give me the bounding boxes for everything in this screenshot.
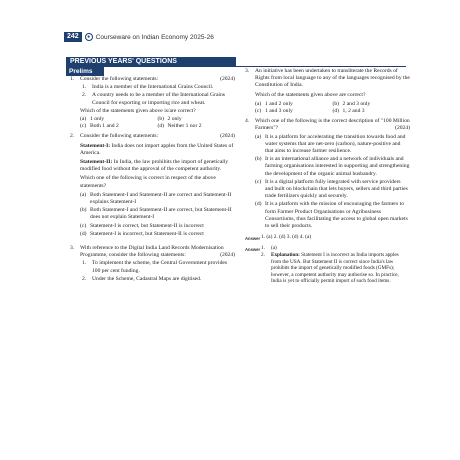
- answer-key: Answer 1. (a) 2. (d) 3. (d) 4. (a): [245, 234, 312, 242]
- page-number: 242: [64, 32, 82, 42]
- option-c: (c) 1 and 3 only: [255, 108, 293, 115]
- option-d: (d) Neither 1 nor 2: [157, 123, 202, 130]
- option-c: (c) It is a digital platform fully integrated with service providers and built on blockchain that lets buyers, sellers and third parties trade fertilizers quickly and securely.: [255, 178, 408, 200]
- option-a: (a) Both Statement-I and Statement-II are correct and Statement-II explains Statement-I: [80, 191, 232, 206]
- page-header: [64, 32, 404, 42]
- question-3-continued: 3. An initiative has been undertaken to transliterate the Records of Rights from local language to any of the languages recognised by the Constitution of India. Which of the statements given above are correct? (a) 1 and 2 only (b) 2 and 3 only (c) 1 and 3 only (d) 1, 2 and 3: [245, 68, 410, 115]
- subsection-label: Prelims: [66, 67, 104, 76]
- option-b: (b) 2 and 3 only: [332, 100, 371, 107]
- option-a: (a) 1 and 2 only: [255, 100, 293, 107]
- option-c: (c) Statement-I is correct, but Statement-II is incorrect: [80, 222, 204, 229]
- option-d: (d) 1, 2 and 3: [332, 108, 365, 115]
- question-3: 3. With reference to the Digital India Land Records Modernisation Programme, consider the following statements: (2024) 1. To implement the scheme, the Central Government provides 100 per cent funding. 2. Under the Scheme, Cadastral Maps are digitised.: [70, 245, 235, 282]
- option-b: (b) Both Statement-I and Statement-II are correct, but Statement-II does not explain Statement-I: [80, 207, 232, 221]
- book-logo-icon: ●: [85, 33, 93, 41]
- option-b: (b) 2 only: [157, 116, 182, 123]
- answer-explanations: Answer 1. (a) 2. Explanation: Statement I is incorrect as India imports apples from the USA. But Statement II is correct since India's law prohibits the import of genetically modified foods (GMFs); however, a competent authority may authorise so. In practice, India is yet to officially permit import of such food items.: [245, 245, 399, 285]
- right-column: [245, 68, 410, 285]
- question-4: 4. Which one of the following is the correct description of "100 Million Farmers"? (2024) (a) It is a platform for accelerating the transition towards food and water systems that are net-zero (carbon), nature-positive and that aims to increase farmer resilience. (b) It is an international alliance and a network of individuals and farming organisations interested in supporting and strengthening the development of the organic animal husbandry. (c) It is a digital platform fully integrated with service providers and built on blockchain that lets buyers, sellers and third parties trade fertilizers quickly and securely. (d) It is a platform with the mission of encouraging the farmers to form Farmer Product Organisations or Agribusiness Consortiums, thus facilitating the access to global open markets to sell their products.: [245, 118, 410, 230]
- option-c: (c) Both 1 and 2: [80, 123, 119, 130]
- book-title: Courseware on Indian Economy 2025-26: [95, 33, 214, 41]
- option-a: (a) 1 only: [80, 116, 105, 123]
- option-b: (b) It is an international alliance and a network of individuals and farming organisations interested in supporting and strengthening the development of the organic animal husbandry.: [255, 156, 410, 177]
- question-2: 2. Consider the following statements: (2024) Statement-I: India does not import apples from the United States of America. Statement-II: In India, the law prohibits the import of genetically modified food without the approval of the competent authority. Which one of the following is correct in respect of the above statements? (a) Both Statement-I and Statement-II are correct and Statement-II explains Statement-I (b) Both Statement-I and Statement-II are correct, but Statement-II does not explain Statement-I (c) Statement-I is correct, but Statement-II is incorrect (d) Statement-I is incorrect, but Statement-II is correct: [70, 133, 235, 237]
- section-title: PREVIOUS YEARS' QUESTIONS: [66, 57, 236, 66]
- question-1: 1. Consider the following statements: (2024) 1. India is a member of the International Grains Council. 2. A country needs to be a member of the International Grains Council for exporting or importing rice and wheat. Which of the statements given above is/are correct? (a) 1 only (b) 2 only (c) Both 1 and 2 (d) Neither 1 nor 2: [70, 76, 235, 130]
- section-divider: [66, 66, 406, 67]
- option-d: (d) Statement-I is incorrect, but Statement-II is correct: [80, 230, 204, 237]
- option-a: (a) It is a platform for accelerating the transition towards food and water systems that are net-zero (carbon), nature-positive and that aims to increase farmer resilience.: [255, 133, 406, 155]
- left-column: [70, 76, 235, 286]
- option-d: (d) It is a platform with the mission of encouraging the farmers to form Farmer Product Organisations or Agribusiness Consortiums, thus facilitating the access to global open markets to sell their products.: [255, 201, 408, 230]
